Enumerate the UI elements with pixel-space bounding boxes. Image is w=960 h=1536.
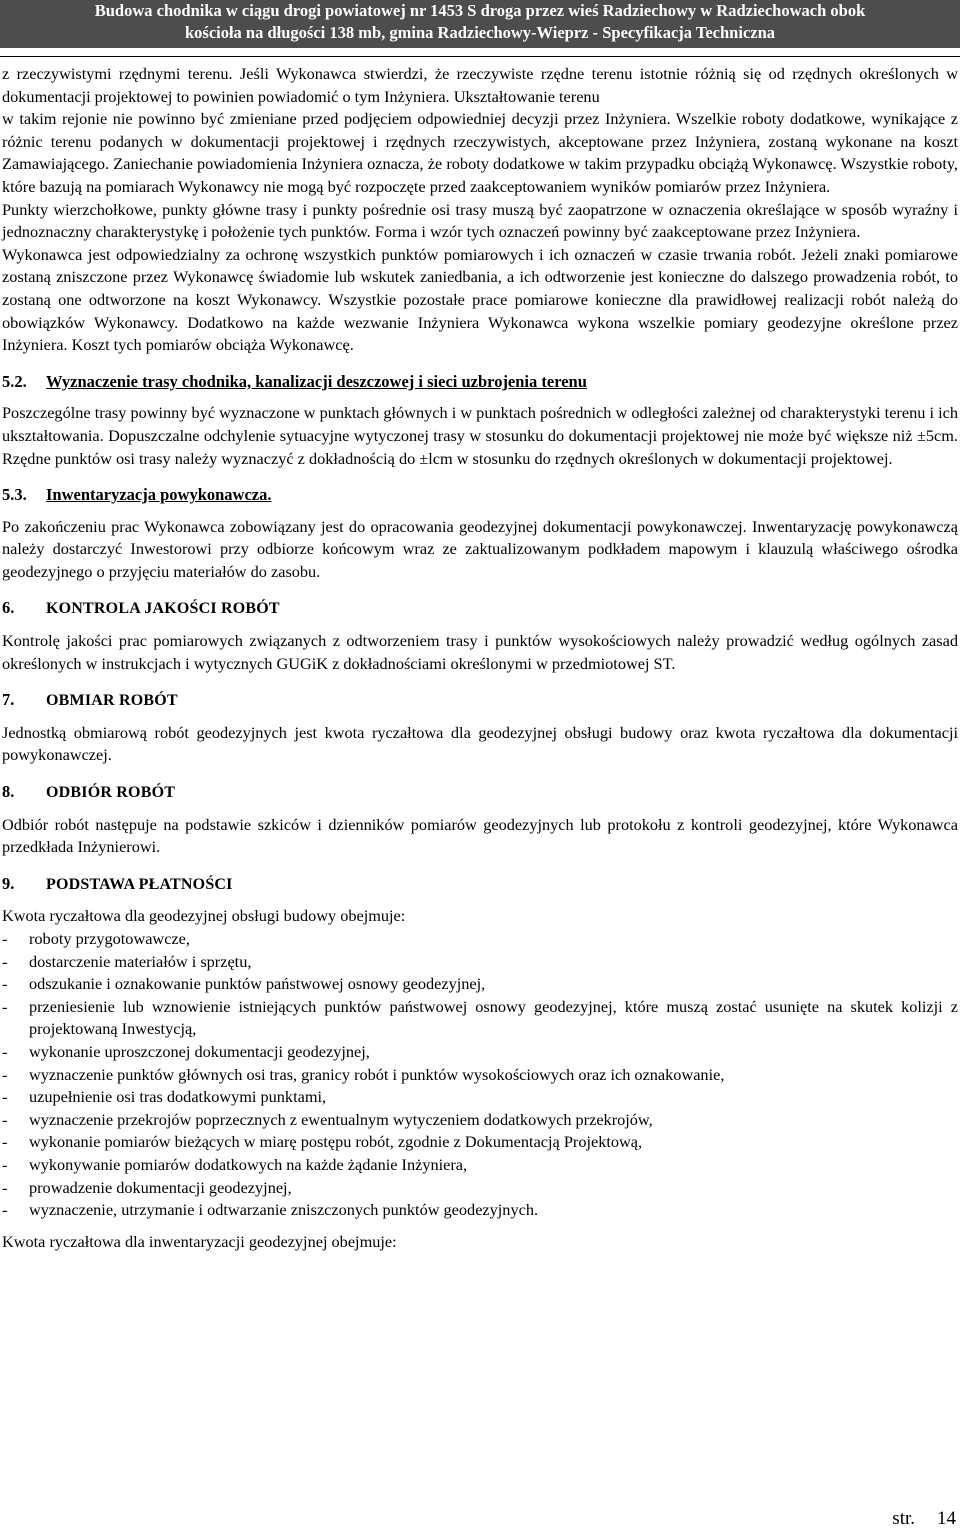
section-title: ODBIÓR ROBÓT <box>46 784 176 802</box>
section-heading-5-2 <box>2 371 958 394</box>
intro-paragraph: Wykonawca jest odpowiedzialny za ochronę wszystkich punktów pomiarowych i ich oznaczeń w czasie trwania robót. Jeżeli znaki pomiarowe zostaną zniszczone przez Wykonawcę świadomie lub wskutek zaniedbania, a ich odtworzenie jest konieczne do dalszego prowadzenia robót, to zostaną one odtworzone na koszt Wykonawcy. Wszystkie pozostałe prace pomiarowe konieczne dla prawidłowej realizacji robót należą do obowiązków Wykonawcy. Dodatkowo na każde wezwanie Inżyniera Wykonawca wykona wszelkie pomiary geodezyjne określone przez Inżyniera. Koszt tych pomiarów obciąża Wykonawcę. <box>2 244 958 355</box>
section-paragraph: Kontrolę jakości prac pomiarowych związanych z odtworzeniem trasy i punktów wysokościowych należy prowadzić według ogólnych zasad określonych w instrukcjach i wytycznych GUGiK z dokładnościami określonymi w przedmiotowej ST. <box>2 631 958 673</box>
header-divider <box>0 56 960 57</box>
section-paragraph: Odbiór robót następuje na podstawie szkiców i dzienników pomiarów geodezyjnych lub protokołu z kontroli geodezyjnej, które Wykonawca przedkłada Inżynierowi. <box>2 814 958 857</box>
header-line-1: Budowa chodnika w ciągu drogi powiatowej nr 1453 S droga przez wieś Radziechowy w Radziechowach obok <box>94 1 866 20</box>
document-header <box>0 0 960 48</box>
list-item: - odszukanie i oznakowanie punktów państwowej osnowy geodezyjnej, <box>2 974 486 994</box>
document-body <box>2 63 958 1253</box>
list-item: - przeniesienie lub wznowienie istniejących punktów państwowej osnowy geodezyjnej, które muszą zostać usunięte na skutek kolizji z projektowaną Inwestycją, <box>2 996 958 1039</box>
section-title: Wyznaczenie trasy chodnika, kanalizacji deszczowej i sieci uzbrojenia terenu <box>46 371 587 391</box>
section-paragraph: Po zakończeniu prac Wykonawca zobowiązany jest do opracowania geodezyjnej dokumentacji powykonawczej. Inwentaryzację powykonawczą należy dostarczyć Inwestorowi przy odbiorze końcowym wraz ze zaktualizowanym podkładem mapowym i klauzulą właściwego ośrodka geodezyjnego o przyjęciu materiałów do zasobu. <box>2 516 958 581</box>
section-title: KONTROLA JAKOŚCI ROBÓT <box>46 600 280 618</box>
section-heading-8 <box>2 781 958 805</box>
section-heading-5-3 <box>2 484 958 507</box>
section-title: Inwentaryzacja powykonawcza. <box>46 485 272 505</box>
intro-paragraph: Punkty wierzchołkowe, punkty główne trasy i punkty pośrednie osi trasy muszą być zaopatrzone w oznaczenia określające w sposób wyraźny i jednoznaczny charakterystykę i położenie tych punktów. Forma i wzór tych oznaczeń powinny być zaakceptowane przez Inżyniera. <box>2 199 958 242</box>
header-line-2: kościoła na długości 138 mb, gmina Radziechowy-Wieprz - Specyfikacja Techniczna <box>184 23 776 42</box>
section-heading-7 <box>2 689 958 713</box>
list-item: - wyznaczenie, utrzymanie i odtwarzanie zniszczonych punktów geodezyjnych. <box>2 1200 539 1220</box>
section-number: 7. <box>2 690 15 710</box>
section-number: 5.2. <box>2 371 27 391</box>
list-item: - wykonanie pomiarów bieżących w miarę postępu robót, zgodnie z Dokumentacją Projektową, <box>2 1132 643 1152</box>
page-label: str. <box>892 1508 915 1529</box>
section-number: 9. <box>2 873 15 893</box>
section-number: 5.3. <box>2 485 27 505</box>
section-paragraph: Poszczególne trasy powinny być wyznaczone w punktach głównych i w punktach pośrednich w odległości zależnej od charakterystyki terenu i ich ukształtowania. Dopuszczalne odchylenie sytuacyjne wytyczonej trasy w stosunku do dokumentacji projektowej nie może być większe niż ±5cm. Rzędne punktów osi trasy należy wyznaczyć z dokładnością do ±lcm w stosunku do rzędnych określonych w dokumentacji projektowej. <box>2 403 958 468</box>
section-number: 6. <box>2 598 15 618</box>
list-lead: Kwota ryczałtowa dla geodezyjnej obsługi budowy obejmuje: <box>2 906 406 926</box>
section-number: 8. <box>2 782 15 802</box>
section-heading-6 <box>2 597 958 621</box>
intro-paragraph: w takim rejonie nie powinno być zmieniane przed podjęciem odpowiedniej decyzji przez Inżyniera. Wszelkie roboty dodatkowe, wynikające z różnic terenu podanych w dokumentacji projektowej i rzędnych rzeczywistych, akceptowane przez Inżyniera, zostaną wykonane na koszt Zamawiającego. Zaniechanie powiadomienia Inżyniera oznacza, że roboty dodatkowe w takim przypadku obciążą Wykonawcę. Wszystkie roboty, które bazują na pomiarach Wykonawcy nie mogą być rozpoczęte przed zaakceptowaniem wyników pomiarów przez Inżyniera. <box>2 109 958 196</box>
page-footer <box>892 1508 956 1530</box>
list-item: - wyznaczenie punktów głównych osi tras, granicy robót i punktów wysokościowych oraz ich oznakowanie, <box>2 1064 725 1084</box>
page-number: 14 <box>937 1508 956 1529</box>
list-item: - wykonanie uproszczonej dokumentacji geodezyjnej, <box>2 1041 370 1061</box>
list-item: - wyznaczenie przekrojów poprzecznych z ewentualnym wytyczeniem dodatkowych przekrojów, <box>2 1109 653 1129</box>
section-title: OBMIAR ROBÓT <box>46 692 178 710</box>
list-item: - wykonywanie pomiarów dodatkowych na każde żądanie Inżyniera, <box>2 1154 468 1174</box>
list-item: - roboty przygotowawcze, <box>2 929 190 948</box>
list-item: - dostarczenie materiałów i sprzętu, <box>2 951 252 971</box>
list-lead: Kwota ryczałtowa dla inwentaryzacji geodezyjnej obejmuje: <box>2 1231 397 1251</box>
section-paragraph: Jednostką obmiarową robót geodezyjnych jest kwota ryczałtowa dla geodezyjnej obsługi budowy oraz kwota ryczałtowa dla dokumentacji powykonawczej. <box>2 722 958 765</box>
list-item: - uzupełnienie osi tras dodatkowymi punktami, <box>2 1087 327 1107</box>
list-item: - prowadzenie dokumentacji geodezyjnej, <box>2 1177 292 1197</box>
section-title: PODSTAWA PŁATNOŚCI <box>46 875 233 893</box>
intro-paragraph: z rzeczywistymi rzędnymi terenu. Jeśli Wykonawca stwierdzi, że rzeczywiste rzędne terenu istotnie różnią się od rzędnych określonych w dokumentacji projektowej to powinien powiadomić o tym Inżyniera. Ukształtowanie terenu <box>2 64 958 106</box>
section-heading-9 <box>2 873 958 897</box>
payment-items-list <box>2 928 958 1222</box>
